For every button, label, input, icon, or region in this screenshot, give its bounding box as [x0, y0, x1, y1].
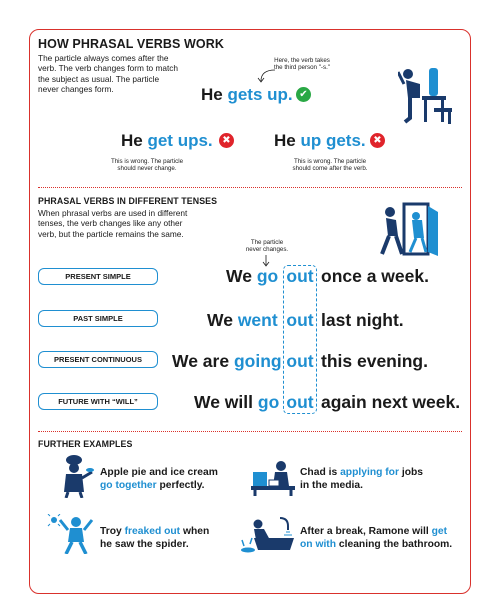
person-leaving-door-icon — [376, 202, 440, 258]
tense-sentence-post: once a week. — [321, 266, 429, 286]
scared-person-icon — [46, 514, 94, 554]
wrong-sentence-1: He get ups. — [121, 131, 213, 150]
tense-label-future-will: FUTURE WITH “WILL” — [38, 393, 158, 410]
tense-sentence-post: again next week. — [321, 392, 461, 412]
tense-label-present-continuous: PRESENT CONTINUOUS — [38, 351, 158, 368]
particle-out: out — [286, 266, 314, 286]
particle-out: out — [286, 392, 314, 412]
particle-out: out — [286, 351, 314, 371]
tense-sentence-post: last night. — [321, 310, 404, 330]
person-stretching-icon — [398, 66, 456, 128]
section-title-tenses: PHRASAL VERBS IN DIFFERENT TENSES — [38, 196, 218, 206]
note-arrow — [255, 67, 277, 83]
person-cleaning-bath-icon — [240, 516, 296, 556]
tense-label-present-simple: PRESENT SIMPLE — [38, 268, 158, 285]
tense-sentence-pre: We will go — [194, 392, 280, 412]
wrong-sentence-2: He up gets. — [274, 131, 366, 150]
correct-sentence: He gets up. — [201, 85, 293, 104]
note-particle-never-changes: The particle never changes. — [245, 239, 289, 254]
section-divider — [38, 431, 462, 432]
person-at-desk-icon — [249, 458, 297, 496]
check-icon: ✔ — [296, 87, 311, 102]
example-applying-for: Chad is applying for jobs in the media. — [300, 467, 424, 491]
tense-sentence-pre: We go — [226, 266, 279, 286]
info-card — [29, 29, 471, 594]
section1-intro: The particle always comes after the verb. The verb changes form to match the subject as usual. The particle never changes form. — [38, 53, 179, 95]
tense-sentence-pre: We are going — [172, 351, 282, 371]
cross-icon: ✖ — [370, 133, 385, 148]
note-third-person: Here, the verb takes the third person "-s." — [274, 57, 330, 72]
tense-label-past-simple: PAST SIMPLE — [38, 310, 158, 327]
particle-out: out — [286, 310, 314, 330]
note-wrong-2: This is wrong. The particle should come after the verb. — [292, 158, 368, 173]
chef-icon — [52, 454, 94, 498]
note-wrong-1: This is wrong. The particle should never change. — [110, 158, 184, 173]
example-go-together: Apple pie and ice cream go together perfectly. — [100, 467, 218, 491]
section2-intro: When phrasal verbs are used in different tenses, the verb changes like any other verb, but the particle remains the same. — [38, 208, 188, 239]
tense-sentence-pre: We went — [207, 310, 278, 330]
example-freaked-out: Troy freaked out when he saw the spider. — [100, 526, 210, 550]
section-title-further-examples: FURTHER EXAMPLES — [38, 439, 133, 449]
section-divider — [38, 187, 462, 188]
tense-sentence-post: this evening. — [321, 351, 428, 371]
section-title-how-phrasal-verbs-work: HOW PHRASAL VERBS WORK — [38, 37, 225, 51]
cross-icon: ✖ — [219, 133, 234, 148]
example-get-on-with: After a break, Ramone will get on with cleaning the bathroom. — [300, 526, 453, 550]
